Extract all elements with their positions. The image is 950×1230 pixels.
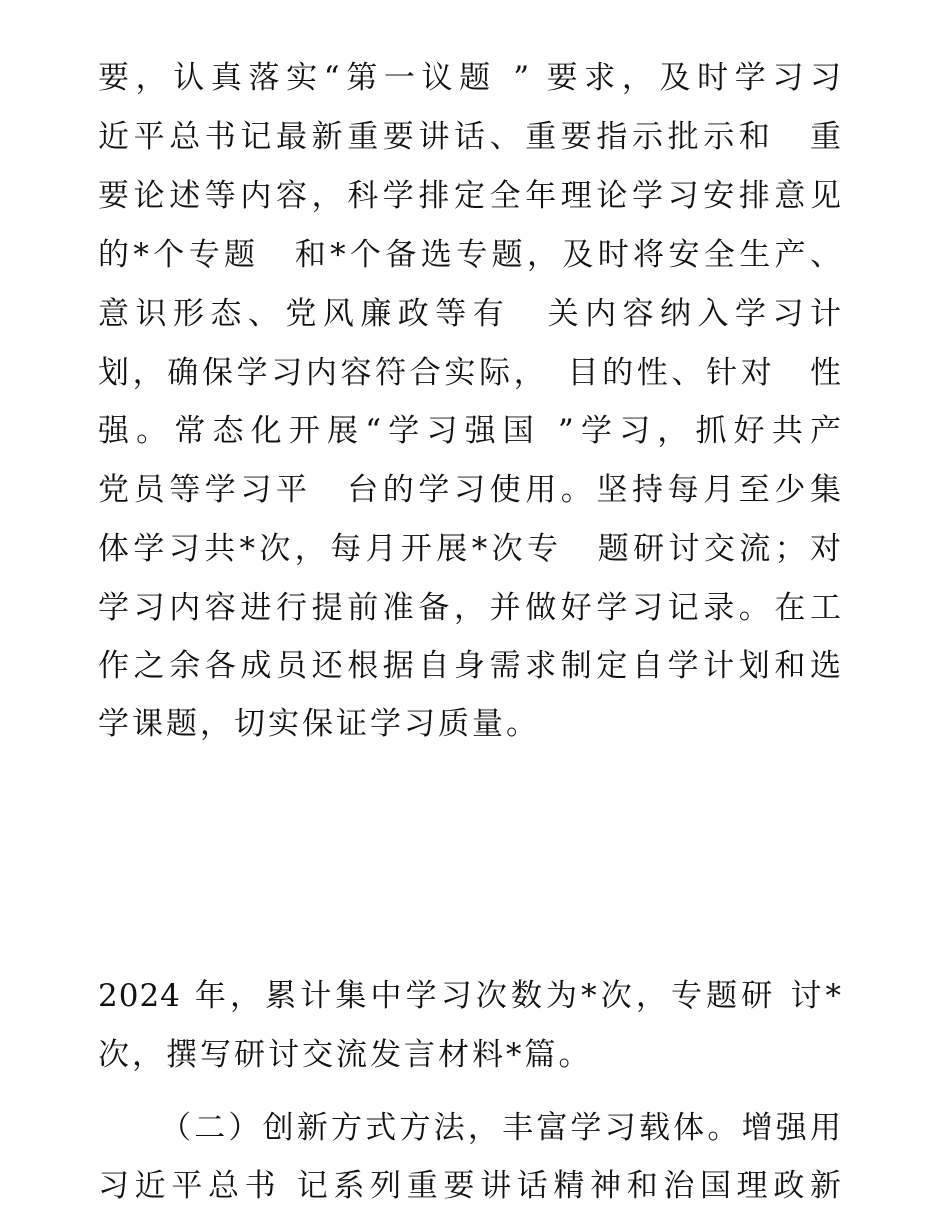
paragraph-3-line-2: 习近平总书 记系列重要讲话精神和治国理政新: [98, 1168, 842, 1204]
paragraph-1-line-1: 要，认真落实“第一议题 ” 要求，及时学习习: [98, 60, 842, 96]
paragraph-1-line-7: 强。常态化开展“学习强国 ”学习，抓好共产: [98, 413, 842, 449]
paragraph-3-line-1: （二）创新方式方法，丰富学习载体。增强用: [160, 1110, 842, 1146]
paragraph-1-line-10: 学习内容进行提前准备，并做好学习记录。在工: [98, 590, 842, 626]
paragraph-2-line-1: 2024 年，累计集中学习次数为*次，专题研 讨*: [98, 978, 842, 1014]
paragraph-1-line-5: 意识形态、党风廉政等有 关内容纳入学习计: [98, 296, 842, 332]
paragraph-1-line-9: 体学习共*次，每月开展*次专 题研讨交流；对: [98, 531, 842, 567]
paragraph-1-line-6: 划，确保学习内容符合实际， 目的性、针对 性: [98, 355, 842, 391]
paragraph-2-line-2: 次，撰写研讨交流发言材料*篇。: [98, 1037, 593, 1073]
paragraph-1-line-3: 要论述等内容，科学排定全年理论学习安排意见: [98, 178, 842, 214]
paragraph-1-line-12: 学课题，切实保证学习质量。: [98, 706, 540, 742]
paragraph-1-line-11: 作之余各成员还根据自身需求制定自学计划和选: [98, 648, 842, 684]
paragraph-1-line-8: 党员等学习平 台的学习使用。坚持每月至少集: [98, 472, 842, 508]
paragraph-1-line-2: 近平总书记最新重要讲话、重要指示批示和 重: [98, 119, 842, 155]
paragraph-1-line-4: 的*个专题 和*个备选专题，及时将安全生产、: [98, 237, 842, 273]
